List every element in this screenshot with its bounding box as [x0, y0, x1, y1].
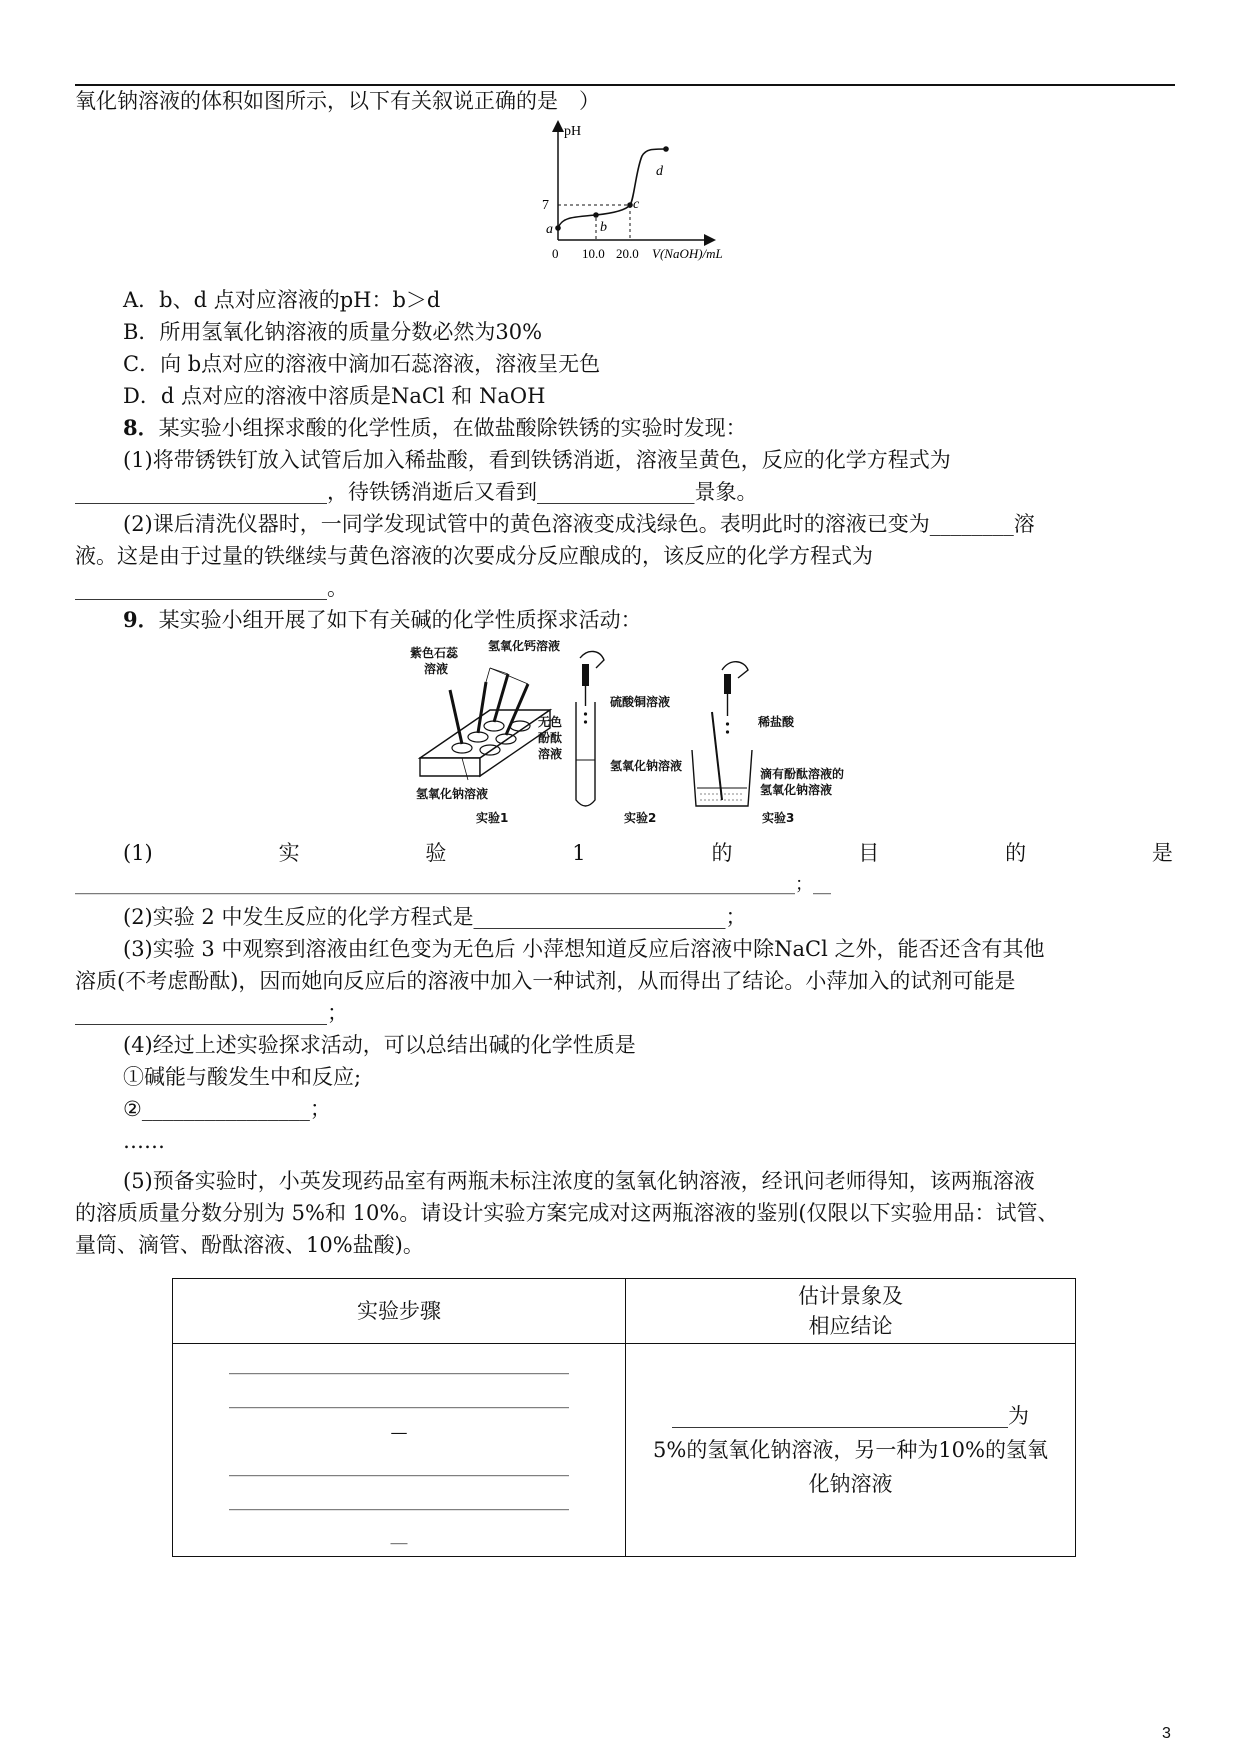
blank-line[interactable]: __ [390, 1525, 408, 1545]
q9-p4-1: ①碱能与酸发生中和反应; [123, 1065, 362, 1089]
fig-label-naoh-2: 氢氧化钠溶液 [610, 759, 683, 773]
q9-number: 9． [123, 607, 159, 632]
label-d: d [656, 164, 663, 179]
q9-p4-2[interactable]: ②________________； [123, 1097, 331, 1121]
experiment-table [172, 1278, 1076, 1557]
q9-p1-word: 的 [711, 841, 733, 865]
q8-number: 8． [123, 415, 159, 440]
exp3-label: 实验3 [762, 811, 795, 825]
ph-graph [530, 118, 760, 278]
label-a: a [546, 222, 553, 237]
point-d [663, 146, 669, 152]
q9-p1-word: 1 [572, 841, 586, 865]
header-steps: 实验步骤 [173, 1279, 626, 1344]
q9-p2: (2)实验 2 中发生反应的化学方程式是________________________； [123, 905, 747, 929]
option-d: D．d 点对应的溶液中溶质是NaCl 和 NaOH [123, 384, 546, 408]
q8-p1-end: 景象。 [694, 480, 758, 504]
fig-label-hcl: 稀盐酸 [758, 715, 795, 729]
intro-line: 氧化钠溶液的体积如图所示，以下有关叙说正确的是 ） [75, 89, 600, 113]
spot-plate [420, 668, 550, 780]
fig-label-cuso4: 硫酸铜溶液 [610, 695, 671, 709]
blank-line[interactable]: ________________________________________ [229, 1491, 569, 1511]
fig-label-caoh: 氢氧化钙溶液 [488, 640, 561, 653]
q9-p3-c[interactable]: ________________________； [75, 1001, 348, 1025]
point-c [627, 202, 633, 208]
point-a [555, 225, 561, 231]
test-tube-setup [576, 651, 604, 806]
header-phenomenon-line-1: 估计景象及 [798, 1284, 903, 1308]
option-b: B．所用氢氧化钠溶液的质量分数必然为30% [123, 320, 543, 344]
point-b [593, 212, 599, 218]
header-phenomenon-line-2: 相应结论 [808, 1314, 893, 1338]
q9-p1-word: 的 [1005, 841, 1027, 865]
fig-label-mix-1: 滴有酚酞溶液的 [760, 767, 845, 781]
q8-stem-text: 某实验小组探求酸的化学性质，在做盐酸除铁锈的实验时发现： [158, 416, 747, 440]
q9-p3-b: 溶质(不考虑酚酞)，因而她向反应后的溶液中加入一种试剂，从而得出了结论。小萍加入的试剂可能是 [75, 969, 1016, 993]
tick-7: 7 [542, 198, 549, 213]
blank-line[interactable]: ________________________________________ [229, 1355, 569, 1375]
fig-label-naoh: 氢氧化钠溶液 [416, 787, 489, 801]
q8-blank-equation[interactable]: ________________________ [75, 480, 327, 504]
fig-label-litmus-2: 溶液 [424, 662, 449, 676]
answer-steps-cell[interactable] [173, 1344, 626, 1557]
answer-blank-line[interactable]: ________________________________为 [672, 1404, 1029, 1428]
q9-p5-b: 的溶质质量分数分别为 5%和 10%。请设计实验方案完成对这两瓶溶液的鉴别(仅限以下实验用品：试管、 [75, 1201, 1059, 1225]
q9-p1-word: 是 [1151, 841, 1173, 865]
q9-p1-word: (1) [123, 841, 153, 865]
q8-blank-phenomenon[interactable]: _______________ [537, 480, 695, 504]
table-header-row [173, 1279, 1076, 1344]
q9-p1-word: 目 [858, 841, 880, 865]
experiment-figure [410, 640, 890, 830]
q8-p2-b: 液。这是由于过量的铁继续与黄色溶液的次要成分反应酿成的，该反应的化学方程式为 [75, 544, 873, 568]
q8-p2-a: (2)课后清洗仪器时，一同学发现试管中的黄色溶液变成浅绿色。表明此时的溶液已变为________溶 [123, 512, 1035, 536]
header-phenomenon [626, 1279, 1076, 1344]
x-tick-20: 20.0 [616, 246, 639, 261]
q9-stem [123, 605, 642, 635]
q9-p5-c: 量筒、滴管、酚酞溶液、10%盐酸)。 [75, 1233, 424, 1257]
page-number: 3 [1162, 1725, 1171, 1742]
q9-p1-blank[interactable]: ________________________________________________________________________________；__ [75, 874, 831, 895]
blank-line[interactable]: ________________________________________ [229, 1457, 569, 1477]
exp2-label: 实验2 [624, 811, 657, 825]
q9-p4: (4)经过上述实验探求活动，可以总结出碱的化学性质是 [123, 1033, 636, 1057]
x-tick-10: 10.0 [582, 246, 605, 261]
q9-p3-a: (3)实验 3 中观察到溶液由红色变为无色后 小萍想知道反应后溶液中除NaCl 之外，能否还含有其他 [123, 937, 1045, 961]
answer-text-line: 化钠溶液 [808, 1472, 893, 1496]
q8-p1-a: (1)将带锈铁钉放入试管后加入稀盐酸，看到铁锈消逝，溶液呈黄色，反应的化学方程式为 [123, 448, 951, 472]
label-c: c [633, 197, 640, 212]
answer-phenomenon-cell [626, 1344, 1076, 1557]
x-tick-0: 0 [552, 246, 559, 261]
q8-stem [123, 413, 747, 443]
q9-p1-words [123, 838, 1173, 868]
option-a: A．b、d 点对应溶液的pH：b＞d [123, 288, 441, 312]
exp1-label: 实验1 [476, 811, 509, 825]
beaker-setup [692, 662, 752, 806]
fig-label-phenol-2: 酚酞 [538, 731, 563, 745]
ph-curve [558, 149, 666, 228]
fig-label-phenol-3: 溶液 [538, 747, 563, 761]
q9-p1-word: 实 [278, 841, 300, 865]
answer-text-line: 5%的氢氧化钠溶液，另一种为10%的氢氧 [653, 1438, 1048, 1462]
q8-p2-c[interactable]: ________________________。 [75, 576, 348, 600]
q9-p1-word: 验 [425, 841, 447, 865]
q9-p5-a: (5)预备实验时，小英发现药品室有两瓶未标注浓度的氢氧化钠溶液，经讯问老师得知，该两瓶溶液 [123, 1169, 1035, 1193]
blank-line[interactable]: — [390, 1423, 408, 1443]
x-axis-label: V(NaOH)/mL [652, 246, 723, 261]
q9-stem-text: 某实验小组开展了如下有关碱的化学性质探求活动： [158, 608, 642, 632]
fig-label-mix-2: 氢氧化钠溶液 [760, 783, 833, 797]
table-answer-row [173, 1344, 1076, 1557]
label-b: b [600, 220, 607, 235]
q9-p4-3: …… [123, 1129, 165, 1153]
y-axis-label: pH [564, 124, 582, 139]
q8-p1-b [75, 477, 758, 507]
q8-p1-mid: ，待铁锈消逝后又看到 [327, 480, 537, 504]
option-c: C．向 b点对应的溶液中滴加石蕊溶液，溶液呈无色 [123, 352, 601, 376]
blank-line[interactable]: ________________________________________ [229, 1389, 569, 1409]
fig-label-litmus: 紫色石蕊 [410, 646, 459, 660]
fig-label-phenol-1: 无色 [538, 715, 563, 729]
